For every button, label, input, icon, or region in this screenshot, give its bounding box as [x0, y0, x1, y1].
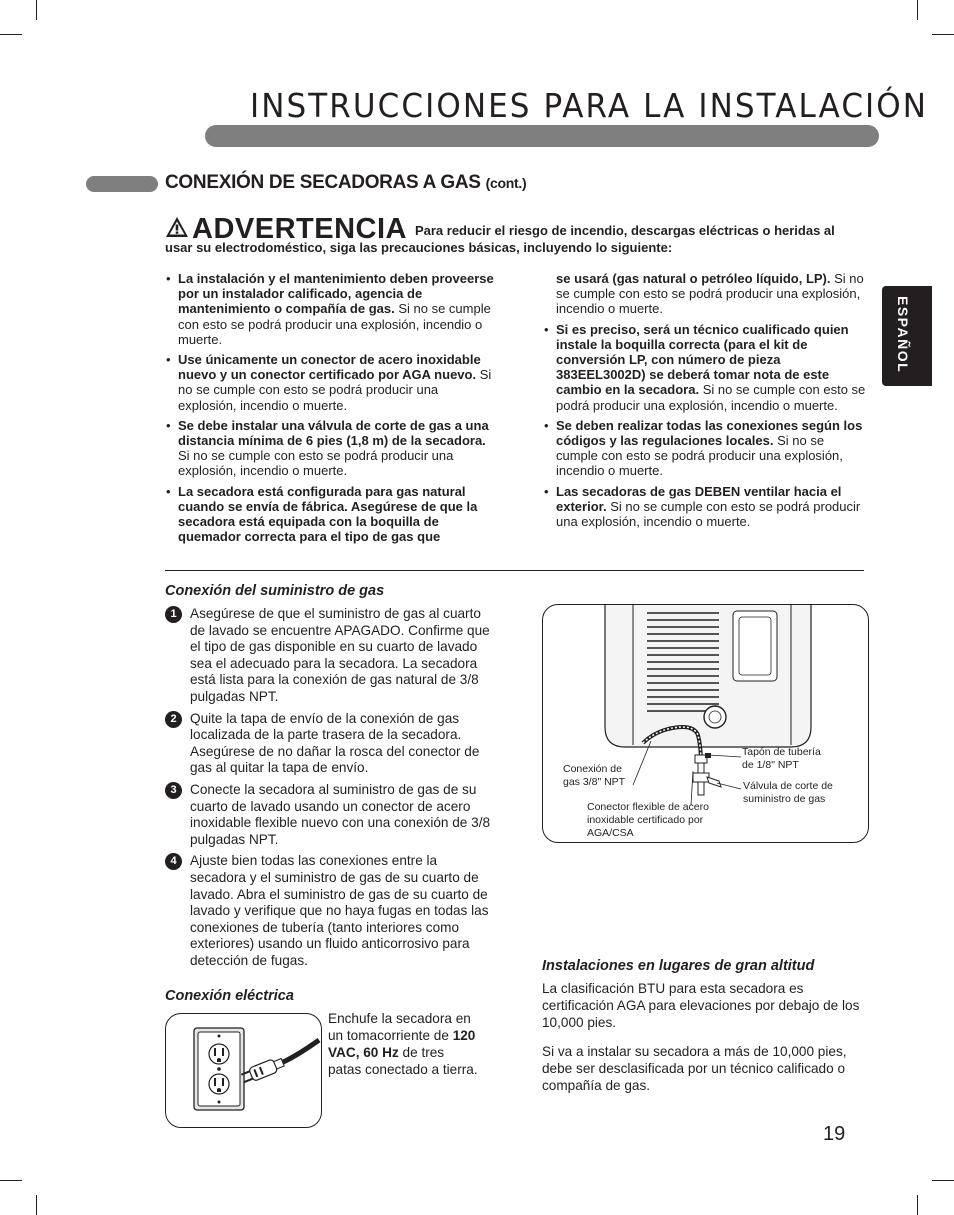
altitude-text	[542, 980, 867, 1106]
electrical-heading: Conexión eléctrica	[165, 988, 294, 1004]
warning-left-column	[165, 271, 495, 549]
crop-mark	[932, 1180, 954, 1181]
label-flex-connector: Conector flexible de acero inoxidable certificado por AGA/CSA	[587, 801, 709, 839]
label-shutoff-valve: Válvula de corte de suministro de gas	[743, 780, 833, 805]
gas-supply-steps	[165, 606, 492, 974]
gas-connection-figure	[542, 604, 869, 843]
language-tab	[882, 286, 932, 386]
step-number: 3	[165, 782, 182, 799]
warning-item: • Se debe instalar una válvula de corte de gas a una distancia mínima de 6 pies (1,8 m) de la secadora. Si no se cumple con esto se podrá producir una explosión, incendio o muerte.	[165, 418, 495, 479]
step	[165, 853, 492, 969]
step-text: Asegúrese de que el suministro de gas al cuarto de lavado se encuentre APAGADO. Confirme que el tipo de gas disponible en su cuarto de lavado sea el adecuado para la secadora. La secadora está lista para la conexión de gas natural de 3/8 pulgadas NPT.	[190, 606, 490, 704]
warning-item: • La instalación y el mantenimiento deben proveerse por un instalador calificado, agencia de mantenimiento o compañía de gas. Si no se cumple con esto se podrá producir una explosión, incendio o muerte.	[165, 271, 495, 347]
crop-mark	[0, 34, 22, 35]
step	[165, 606, 492, 706]
gas-supply-heading: Conexión del suministro de gas	[165, 583, 385, 599]
crop-mark	[0, 1180, 22, 1181]
warning-item: • Se deben realizar todas las conexiones según los códigos y las regulaciones locales. Si no se cumple con esto se podrá producir una explosión, incendio o muerte.	[543, 418, 868, 479]
warning-word: ADVERTENCIA	[192, 213, 407, 245]
language-tab-label: ESPAÑOL	[895, 296, 911, 374]
section-divider	[165, 570, 864, 571]
warning-right-column	[543, 271, 868, 534]
altitude-heading: Instalaciones en lugares de gran altitud	[542, 958, 815, 974]
step	[165, 782, 492, 848]
warning-item: • Si es preciso, será un técnico cualificado quien instale la boquilla correcta (para el kit de conversión LP, con número de pieza 383EEL3002D) se deberá tomar nota de este cambio en la secadora. Si no se cumple con esto se podrá producir una explosión, incendio o muerte.	[543, 322, 868, 413]
section-pill	[86, 176, 158, 192]
warning-triangle-icon	[165, 216, 189, 238]
section-title	[165, 172, 526, 194]
step-number: 4	[165, 853, 182, 870]
warning-header	[165, 213, 865, 256]
label-pipe-cap: Tapón de tubería de 1/8" NPT	[742, 746, 821, 771]
electrical-text: Enchufe la secadora en un tomacorriente de 120 VAC, 60 Hz de tres patas conectado a tierra.	[328, 1011, 478, 1077]
page-number: 19	[823, 1123, 846, 1145]
outlet-plug-icon	[166, 1014, 321, 1127]
outlet-figure	[165, 1013, 322, 1128]
crop-mark	[36, 0, 37, 20]
warning-item: • Use únicamente un conector de acero inoxidable nuevo y un conector certificado por AGA nuevo. Si no se cumple con esto se podrá producir una explosión, incendio o muerte.	[165, 352, 495, 413]
step-text: Ajuste bien todas las conexiones entre la secadora y el suministro de gas de su cuarto de lavado. Abra el suministro de gas de su cuarto de lavado y verifique que no haya fugas en todas las conexiones de tubería (tanto interiores como exteriores) usando un fluido anticorrosivo para detección de fugas.	[190, 853, 489, 968]
step	[165, 711, 492, 777]
warning-item: • La secadora está configurada para gas natural cuando se envía de fábrica. Asegúrese de que la secadora está equipada con la boquilla de quemador correcta para el tipo de gas que	[165, 484, 495, 545]
warning-item: • Las secadoras de gas DEBEN ventilar hacia el exterior. Si no se cumple con esto se podrá producir una explosión, incendio o muerte.	[543, 484, 868, 530]
warning-item-continuation: se usará (gas natural o petróleo líquido, LP). Si no se cumple con esto se podrá producir una explosión, incendio o muerte.	[556, 271, 864, 317]
step-number: 2	[165, 711, 182, 728]
crop-mark	[932, 34, 954, 35]
crop-mark	[36, 1195, 37, 1215]
crop-mark	[917, 0, 918, 20]
warning-intro: Para reducir el riesgo de incendio, descargas eléctricas o heridas al usar su electrodoméstico, siga las precauciones básicas, incluyendo lo siguiente:	[165, 223, 835, 255]
altitude-paragraph: La clasificación BTU para esta secadora es certificación AGA para elevaciones por debajo de los 10,000 pies.	[542, 981, 860, 1030]
section-title-cont: (cont.)	[485, 175, 527, 191]
step-number: 1	[165, 606, 182, 623]
section-title-text: CONEXIÓN DE SECADORAS A GAS	[165, 172, 481, 193]
altitude-paragraph: Si va a instalar su secadora a más de 10,000 pies, debe ser desclasificada por un técnico calificado o compañía de gas.	[542, 1044, 847, 1093]
step-text: Conecte la secadora al suministro de gas de su cuarto de lavado usando un conector de acero inoxidable flexible nuevo con una conexión de 3/8 pulgadas NPT.	[190, 781, 491, 847]
label-gas-connection: Conexión de gas 3/8" NPT	[563, 763, 626, 788]
title-bar	[205, 125, 879, 147]
crop-mark	[917, 1195, 918, 1215]
step-text: Quite la tapa de envío de la conexión de gas localizada de la parte trasera de la secadora. Asegúrese de no dañar la rosca del conector de gas al quitar la tapa de envío.	[190, 710, 480, 776]
page-title: INSTRUCCIONES PARA LA INSTALACIÓN	[250, 86, 929, 125]
